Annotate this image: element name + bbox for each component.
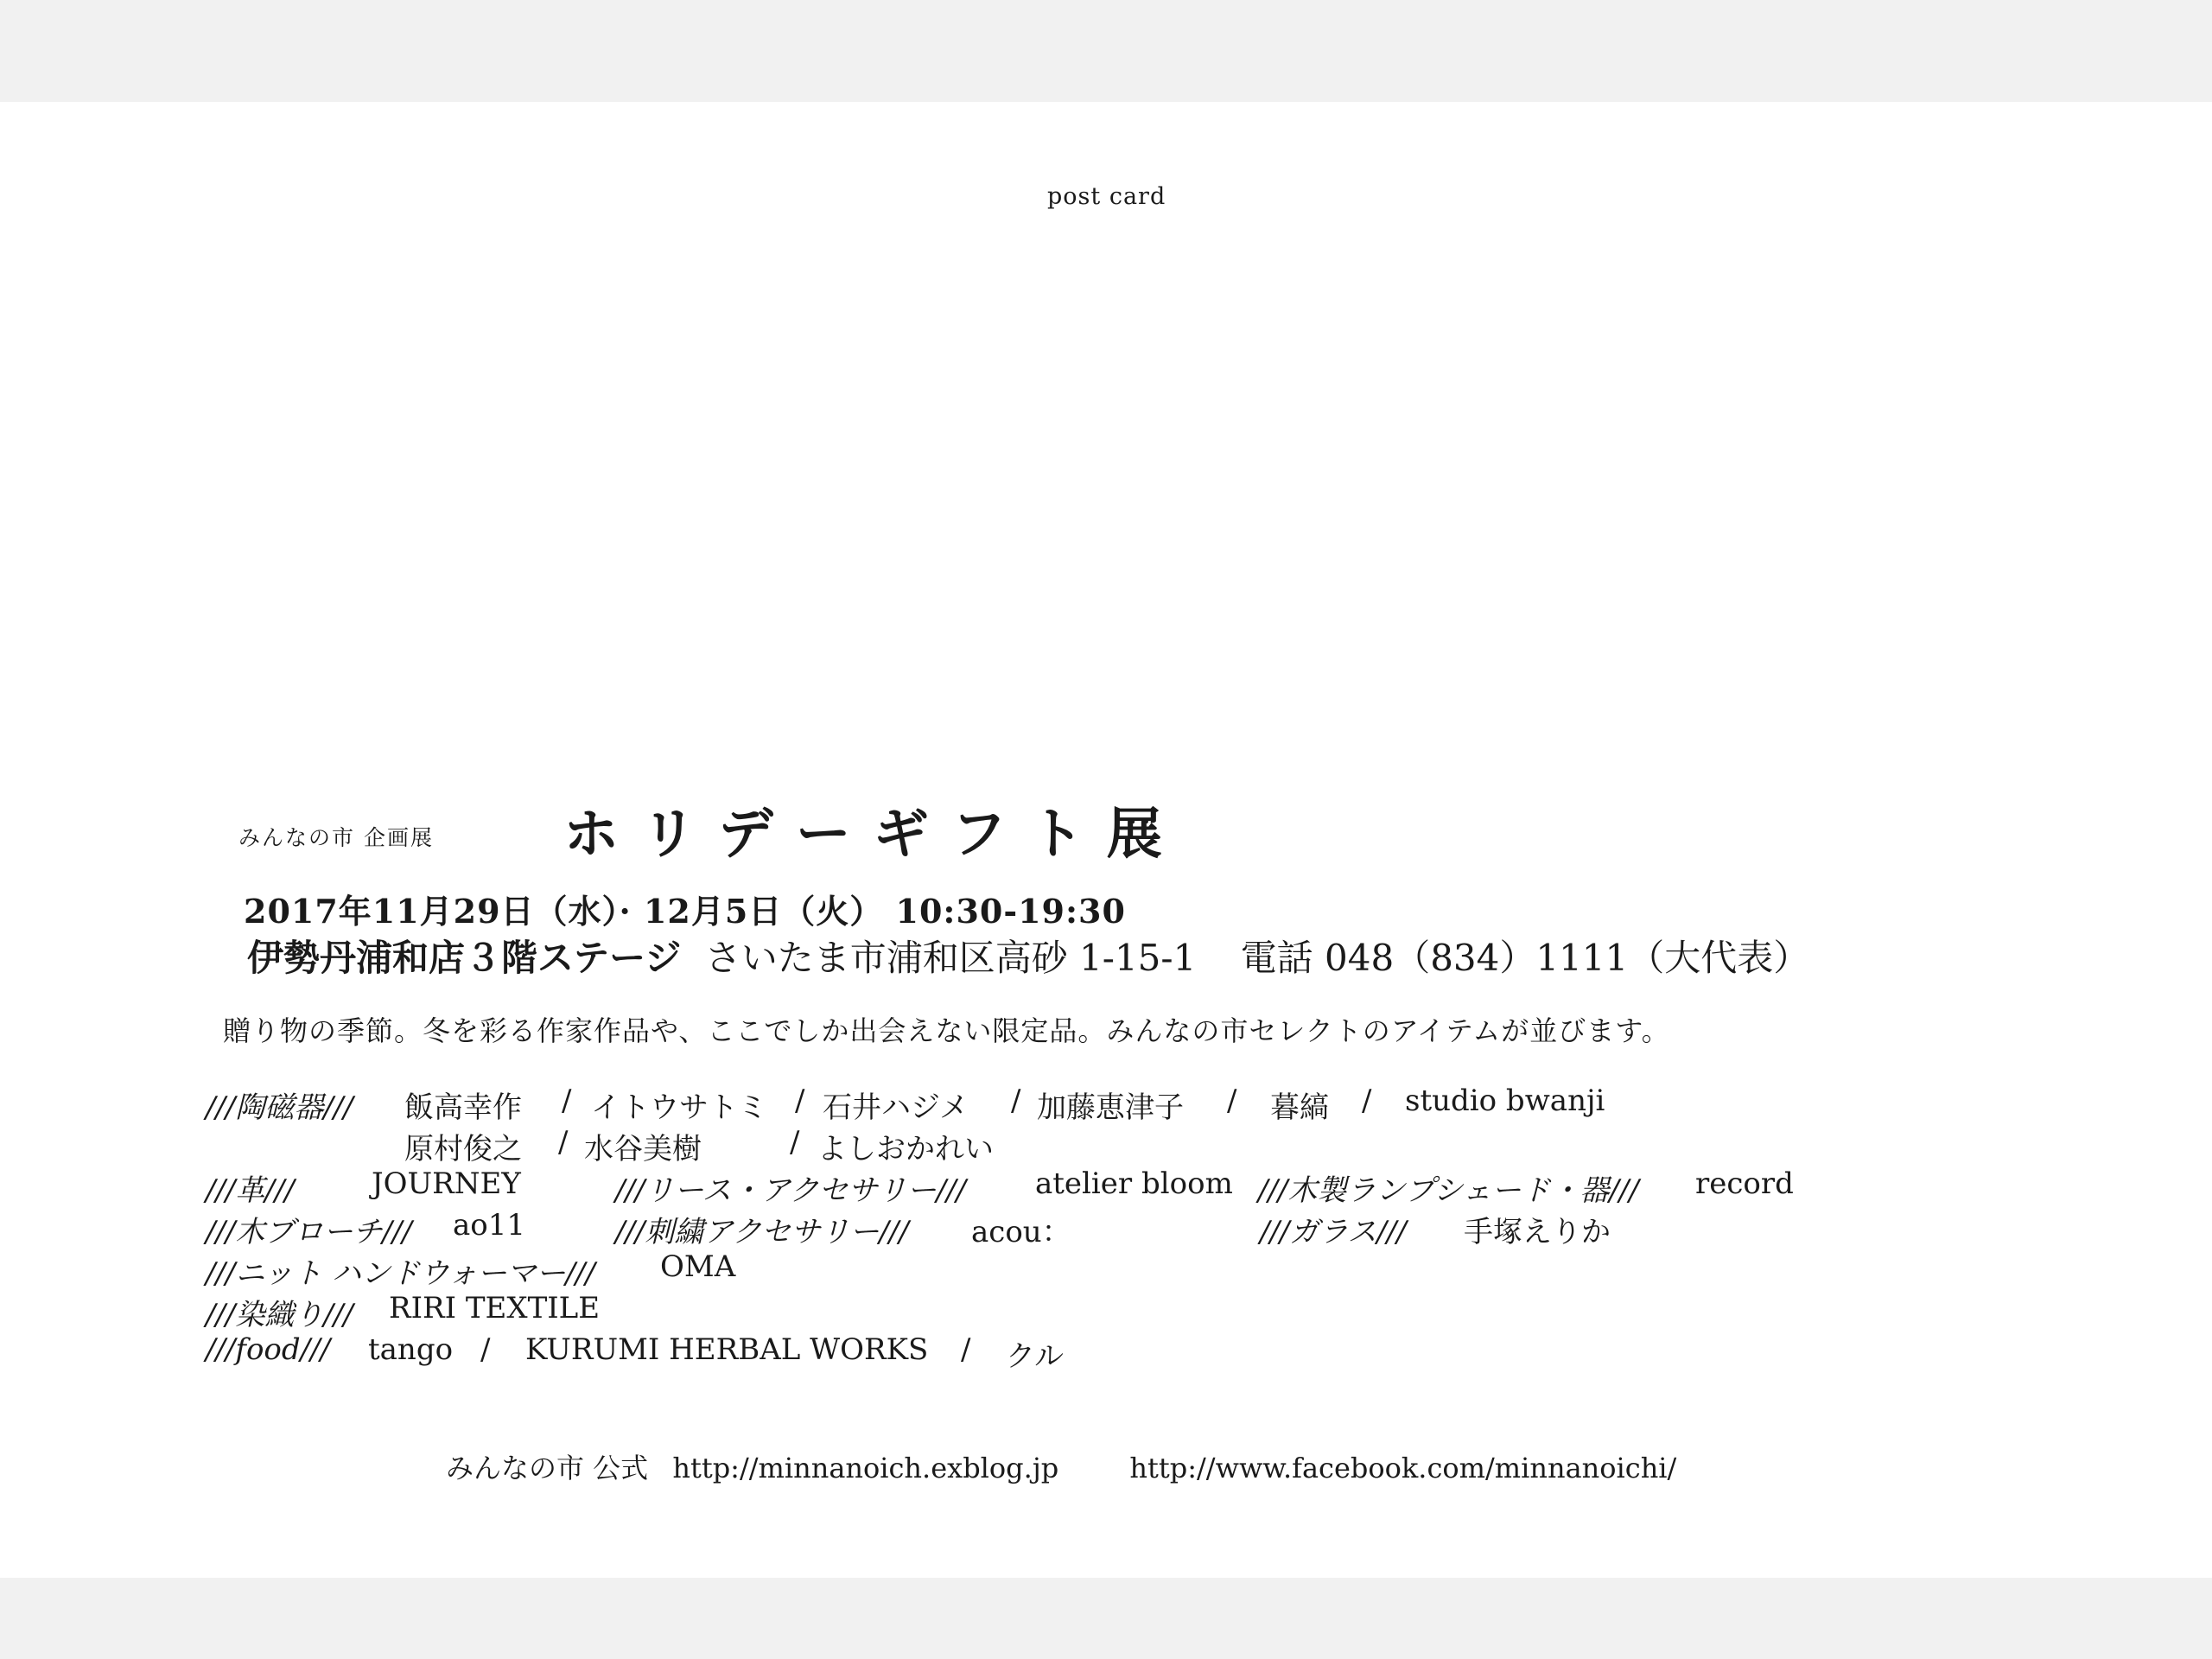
- artist: ao11: [453, 1208, 526, 1243]
- artist: KURUMI HERBAL WORKS: [525, 1332, 929, 1367]
- venue-place: 伊勢丹浦和店３階ステージ: [247, 937, 682, 979]
- artist: 水谷美樹: [584, 1132, 702, 1166]
- artist: 加藤恵津子: [1037, 1090, 1184, 1125]
- separator: /: [558, 1125, 569, 1160]
- category-ceramics: ///陶磁器///: [206, 1090, 353, 1125]
- artist: tango: [368, 1332, 454, 1367]
- category-knit: ///ニット ハンドウォーマー///: [206, 1256, 595, 1291]
- artist: 暮縞: [1270, 1090, 1329, 1125]
- artist: イトウサトミ: [591, 1090, 767, 1125]
- category-embroidery: ///刺繍アクセサリー///: [615, 1215, 909, 1249]
- artist: 手塚えりか: [1464, 1215, 1611, 1249]
- postcard: [0, 102, 2212, 1578]
- artist: RIRI TEXTILE: [389, 1291, 601, 1325]
- separator: /: [961, 1332, 971, 1367]
- artist: record: [1695, 1166, 1794, 1201]
- blog-link[interactable]: http://minnanoich.exblog.jp: [672, 1452, 1059, 1484]
- venue-phone: 電話 048（834）1111（大代表）: [1240, 937, 1810, 979]
- artist: 飯高幸作: [404, 1090, 522, 1125]
- separator: /: [790, 1125, 800, 1160]
- category-glass: ///ガラス///: [1260, 1215, 1407, 1249]
- category-brooch: ///木ブローチ///: [206, 1215, 412, 1249]
- event-title: ホリデーギフト展: [563, 802, 1185, 867]
- separator: /: [1011, 1084, 1021, 1118]
- separator: /: [795, 1084, 805, 1118]
- artist: 石井ハジメ: [823, 1090, 969, 1125]
- intro-text: 贈り物の季節。冬を彩る作家作品や、ここでしか出会えない限定品。みんなの市セレクトのアイテムが並びます。: [223, 1014, 1670, 1047]
- links-label: みんなの市 公式: [446, 1452, 649, 1484]
- facebook-link[interactable]: http://www.facebook.com/minnanoichi/: [1129, 1452, 1677, 1484]
- category-lamp: ///木製ランプシェード・器///: [1258, 1173, 1639, 1208]
- official-links: [446, 1446, 1676, 1486]
- artist: 原村俊之: [404, 1132, 522, 1166]
- series-label: みんなの市 企画展: [238, 825, 434, 850]
- category-leather: ///革///: [206, 1173, 295, 1208]
- separator: /: [1227, 1084, 1237, 1118]
- venue-address: さいたま市浦和区高砂 1-15-1: [704, 937, 1197, 979]
- event-dates: 2017年11月29日（水）· 12月5日（火） 10:30-19:30: [244, 892, 1126, 931]
- artist: よしおかれい: [817, 1132, 994, 1166]
- separator: /: [562, 1084, 572, 1118]
- artist: JOURNEY: [372, 1166, 521, 1201]
- artist: クル: [1006, 1339, 1064, 1374]
- artist: OMA: [660, 1249, 736, 1284]
- artist: studio bwanji: [1405, 1084, 1605, 1118]
- artist: atelier bloom: [1035, 1166, 1233, 1201]
- venue-line: [247, 930, 1809, 982]
- separator: /: [480, 1332, 491, 1367]
- separator: /: [1362, 1084, 1372, 1118]
- category-wreath: ///リース・アクセサリー///: [615, 1173, 967, 1208]
- postcard-label: post card: [1047, 183, 1166, 210]
- category-dye: ///染織り///: [206, 1298, 353, 1332]
- category-food: ///food///: [206, 1332, 331, 1367]
- artist: acou：: [971, 1215, 1071, 1249]
